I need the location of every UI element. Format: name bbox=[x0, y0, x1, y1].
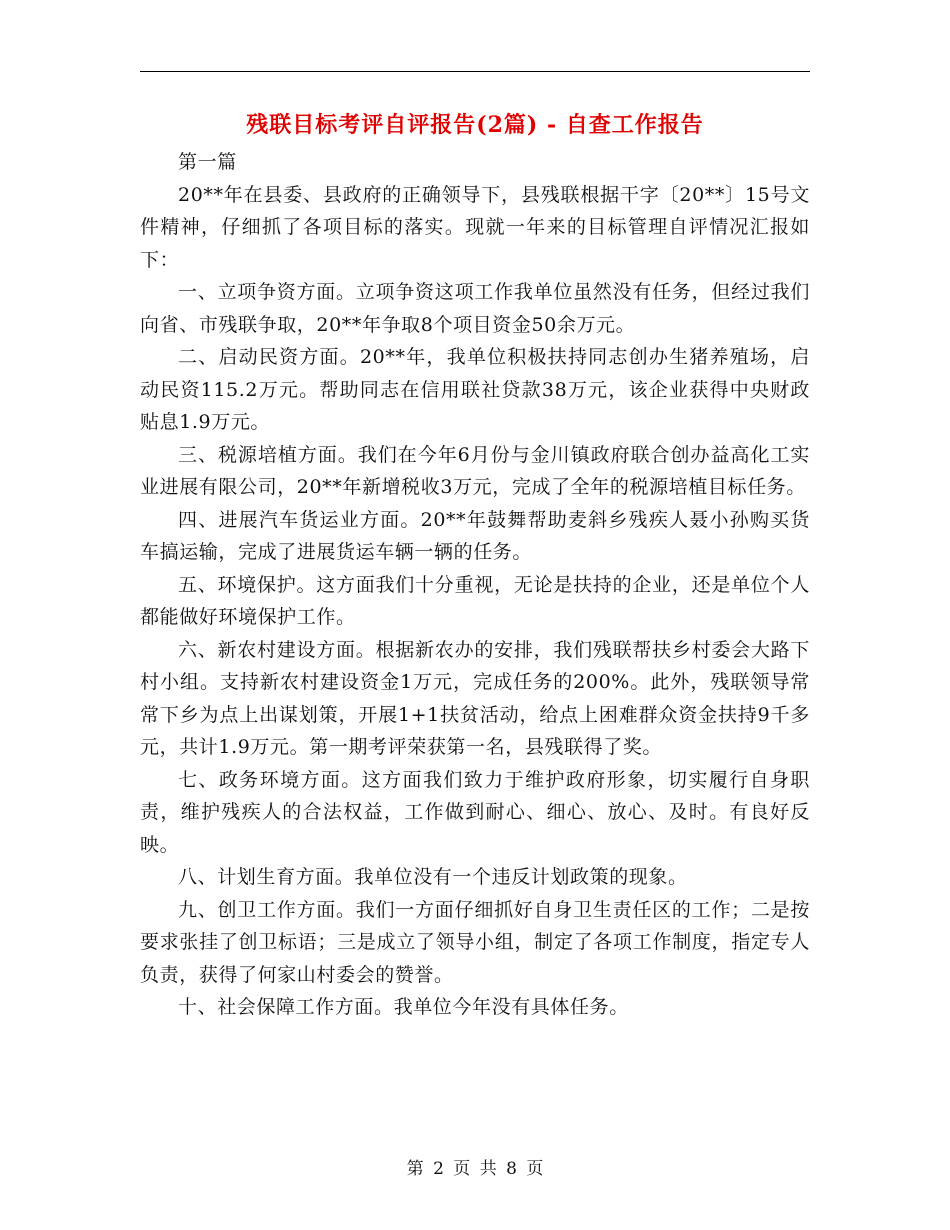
document-title: 残联目标考评自评报告(2篇) - 自查工作报告 bbox=[246, 112, 704, 138]
paragraph-sanitation: 九、创卫工作方面。我们一方面仔细抓好自身卫生责任区的工作；二是按要求张挂了创卫标语；三是成立了领导小组，制定了各项工作制度，指定专人负责，获得了何家山村委会的赞誉。 bbox=[140, 898, 810, 986]
paragraph-family-planning: 八、计划生育方面。我单位没有一个违反计划政策的现象。 bbox=[178, 866, 688, 888]
paragraph-new-village: 六、新农村建设方面。根据新农办的安排，我们残联帮扶乡村委会大路下村小组。支持新农村建设资金1万元，完成任务的200%。此外，残联领导常常下乡为点上出谋划策，开展1+1扶贫活动，给点上困难群众资金扶持9千多元，共计1.9万元。第一期考评荣获第一名，县残联得了奖。 bbox=[140, 638, 810, 758]
intro-paragraph: 20**年在县委、县政府的正确领导下，县残联根据干字〔20**〕15号文件精神，仔细抓了各项目标的落实。现就一年来的目标管理自评情况汇报如下： bbox=[140, 183, 810, 271]
paragraph-freight: 四、进展汽车货运业方面。20**年鼓舞帮助麦斜乡残疾人聂小孙购买货车搞运输，完成了进展货运车辆一辆的任务。 bbox=[140, 508, 810, 563]
paragraph-tax-source: 三、税源培植方面。我们在今年6月份与金川镇政府联合创办益高化工实业进展有限公司，20**年新增税收3万元，完成了全年的税源培植目标任务。 bbox=[140, 443, 810, 498]
page-number: 第 2 页 共 8 页 bbox=[406, 1159, 544, 1179]
paragraph-private-capital: 二、启动民资方面。20**年，我单位积极扶持同志创办生猪养殖场，启动民资115.2万元。帮助同志在信用联社贷款38万元，该企业获得中央财政贴息1.9万元。 bbox=[140, 346, 810, 433]
paragraph-environment: 五、环境保护。这方面我们十分重视，无论是扶持的企业，还是单位个人都能做好环境保护工作。 bbox=[140, 573, 810, 628]
paragraph-funding: 一、立项争资方面。立项争资这项工作我单位虽然没有任务，但经过我们向省、市残联争取，20**年争取8个项目资金50余万元。 bbox=[140, 281, 810, 336]
header-rule bbox=[140, 71, 810, 72]
paragraph-social-security: 十、社会保障工作方面。我单位今年没有具体任务。 bbox=[178, 996, 629, 1018]
document-body bbox=[140, 146, 810, 1024]
section-heading: 第一篇 bbox=[178, 151, 237, 173]
paragraph-government-affairs: 七、政务环境方面。这方面我们致力于维护政府形象，切实履行自身职责，维护残疾人的合法权益，工作做到耐心、细心、放心、及时。有良好反映。 bbox=[140, 768, 810, 856]
